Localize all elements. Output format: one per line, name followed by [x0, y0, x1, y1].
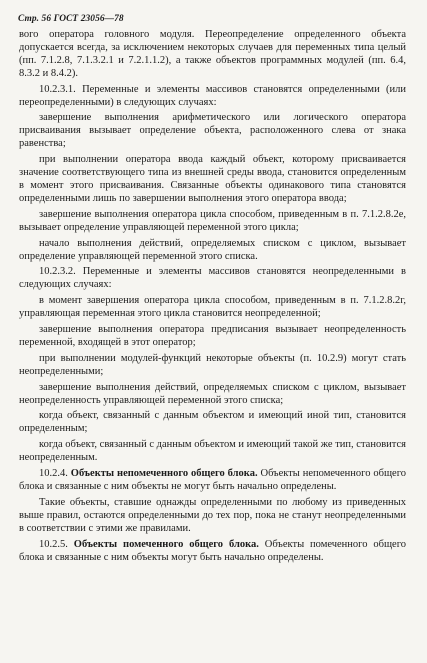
paragraph-item: когда объект, связанный с данным объектом и имеющий иной тип, становится определенным; [19, 410, 406, 435]
section-text: Объекты непомеченного общего блока и связанные с ним объекты не могут быть начально определены. [19, 468, 406, 492]
section-heading: Объекты непомеченного общего блока. [70, 468, 258, 480]
section-number: 10.2.4. [39, 468, 71, 480]
paragraph-continuation: вого оператора головного модуля. Переопределение определенного объекта допускается всегда, за исключением некоторых случаев для переменных типа целый (пп. 7.1.2.8, 7.1.3.2.1 и 7.2.1.1.2), а также объектов программных модулей (пп. 6.4, 8.3.2 и 8.4.2). [19, 29, 406, 79]
paragraph-item: начало выполнения действий, определяемых списком с циклом, вызывает определение управляющей переменной этого списка. [19, 237, 406, 262]
paragraph-item: завершение выполнения арифметического или логического оператора присваивания вызывает определение объекта, расположенного слева от знака равенства; [19, 112, 406, 150]
body-text [19, 29, 406, 564]
section-text: Объекты помеченного общего блока и связанные с ним объекты могут быть начально определены. [19, 538, 407, 563]
paragraph-item: завершение выполнения оператора предписания вызывает неопределенность переменной, входящей в этот оператор; [19, 324, 406, 348]
paragraph-item: в момент завершения оператора цикла способом, приведенным в п. 7.1.2.8.2г, управляющая переменная этого цикла становится неопределенной; [19, 295, 406, 320]
paragraph-item: завершение выполнения действий, определяемых списком с циклом, вызывает неопределенность управляющей переменной этого списка; [19, 381, 406, 406]
paragraph-item: когда объект, связанный с данным объектом и имеющий такой же тип, становится неопределенным. [19, 439, 406, 464]
paragraph-10-2-5 [19, 539, 406, 565]
section-heading: Объекты помеченного общего блока. [73, 538, 259, 550]
section-number: 10.2.5. [39, 538, 74, 550]
paragraph-item: при выполнении модулей-функций некоторые объекты (п. 10.2.9) могут стать неопределенными; [19, 352, 406, 377]
paragraph-item: завершение выполнения оператора цикла способом, приведенным в п. 7.1.2.8.2е, вызывает определение управляющей переменной этого цикла; [19, 208, 406, 233]
paragraph-10-2-4 [19, 468, 406, 494]
paragraph-10-2-3-1: 10.2.3.1. Переменные и элементы массивов становятся определенными (или переопределенными) в следующих случаях: [19, 83, 406, 108]
paragraph-item: при выполнении оператора ввода каждый объект, которому присваивается значение соответствующего типа из внешней среды ввода, становится определенным в момент этого присваивания. Связанные объекты одинакового типа становятся определенными лишь по завершении выполнения этого оператора ввода; [19, 154, 406, 204]
paragraph-item: Такие объекты, ставшие однажды определенными по любому из приведенных выше правил, остаются определенными до тех пор, пока не станут неопределенными в соответствии с этими же правилами. [19, 496, 406, 534]
paragraph-10-2-3-2: 10.2.3.2. Переменные и элементы массивов становятся неопределенными в следующих случаях: [19, 266, 406, 291]
page-header: Стр. 56 ГОСТ 23056—78 [18, 14, 124, 24]
